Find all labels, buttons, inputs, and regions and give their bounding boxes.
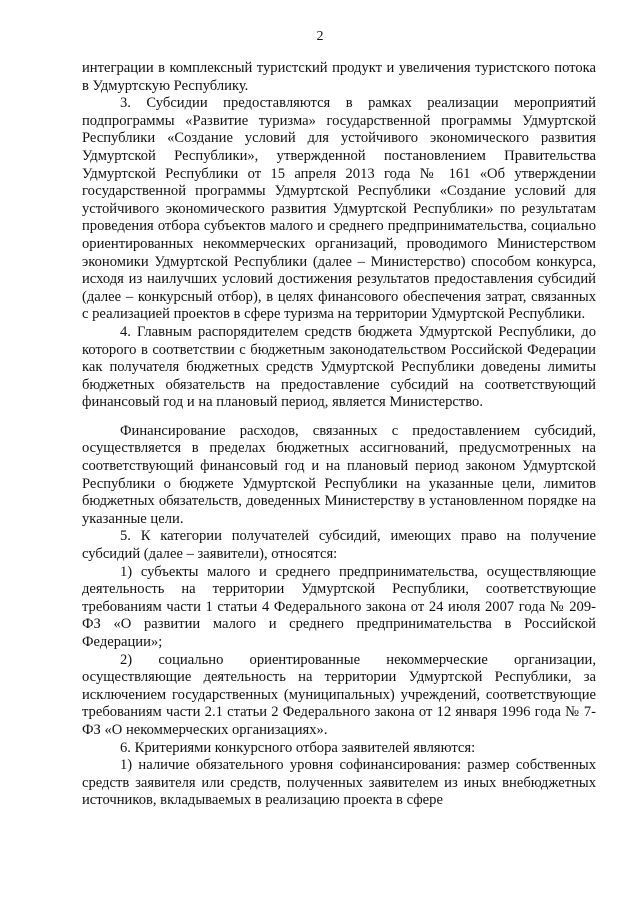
list-item-5-2: 2) социально ориентированные некоммерческие организации, осуществляющие деятельность на территории Удмуртской Республики, за исключением государственных (муниципальных) учреждений, соответствующие требованиям части 2.1 статьи 2 Федерального закона от 12 января 1996 года № 7-ФЗ «О некоммерческих организациях».	[82, 651, 596, 738]
page-number: 2	[316, 29, 324, 44]
paragraph-6-criteria: 6. Критериями конкурсного отбора заявителей являются:	[120, 739, 476, 756]
paragraph-1-continuation: интеграции в комплексный туристский продукт и увеличения туристского потока в Удмуртскую Республику.	[82, 60, 596, 94]
list-item-6-1: 1) наличие обязательного уровня софинансирования: размер собственных средств заявителя или средств, полученных заявителем из иных внебюджетных источников, вкладываемых в реализацию проекта в сфере	[82, 757, 596, 809]
paragraph-5-recipients: 5. К категории получателей субсидий, имеющих право на получение субсидий (далее – заявители), относятся:	[82, 528, 596, 563]
paragraph-financing: Финансирование расходов, связанных с предоставлением субсидий, осуществляется в пределах бюджетных ассигнований, предусмотренных на соответствующий финансовый год и на плановый период законом Удмуртской Республики о бюджете Удмуртской Республики на указанные цели, лимитов бюджетных обязательств, доведенных Министерству в установленном порядке на указанные цели.	[82, 422, 596, 527]
paragraph-3-subsidies: 3. Субсидии предоставляются в рамках реализации мероприятий подпрограммы «Развитие туризма» государственной программы Удмуртской Республики «Создание условий для устойчивого экономического развития Удмуртской Республики», утвержденной постановлением Правительства Удмуртской Республики от 15 апреля 2013 года № 161 «Об утверждении государственной программы Удмуртской Республики «Создание условий для устойчивого экономического развития Удмуртской Республики» по результатам проведения отбора субъектов малого и среднего предпринимательства, социально ориентированных некоммерческих организаций, проводимого Министерством экономики Удмуртской Республики (далее – Министерство) способом конкурса, исходя из наилучших условий достижения результатов предоставления субсидий (далее – конкурсный отбор), в целях финансового обеспечения затрат, связанных с реализацией проектов в сфере туризма на территории Удмуртской Республики.	[82, 95, 596, 323]
document-body	[82, 60, 596, 810]
list-item-5-1: 1) субъекты малого и среднего предпринимательства, осуществляющие деятельность на территории Удмуртской Республики, соответствующие требованиям части 1 статьи 4 Федерального закона от 24 июля 2007 года № 209-ФЗ «О развитии малого и среднего предпринимательства в Российской Федерации»;	[82, 563, 596, 650]
paragraph-4-main-manager: 4. Главным распорядителем средств бюджета Удмуртской Республики, до которого в соответствии с бюджетным законодательством Российской Федерации как получателя бюджетных средств Удмуртской Республики доведены лимиты бюджетных обязательств на предоставление субсидий на соответствующий финансовый год и на плановый период, является Министерство.	[82, 323, 596, 411]
